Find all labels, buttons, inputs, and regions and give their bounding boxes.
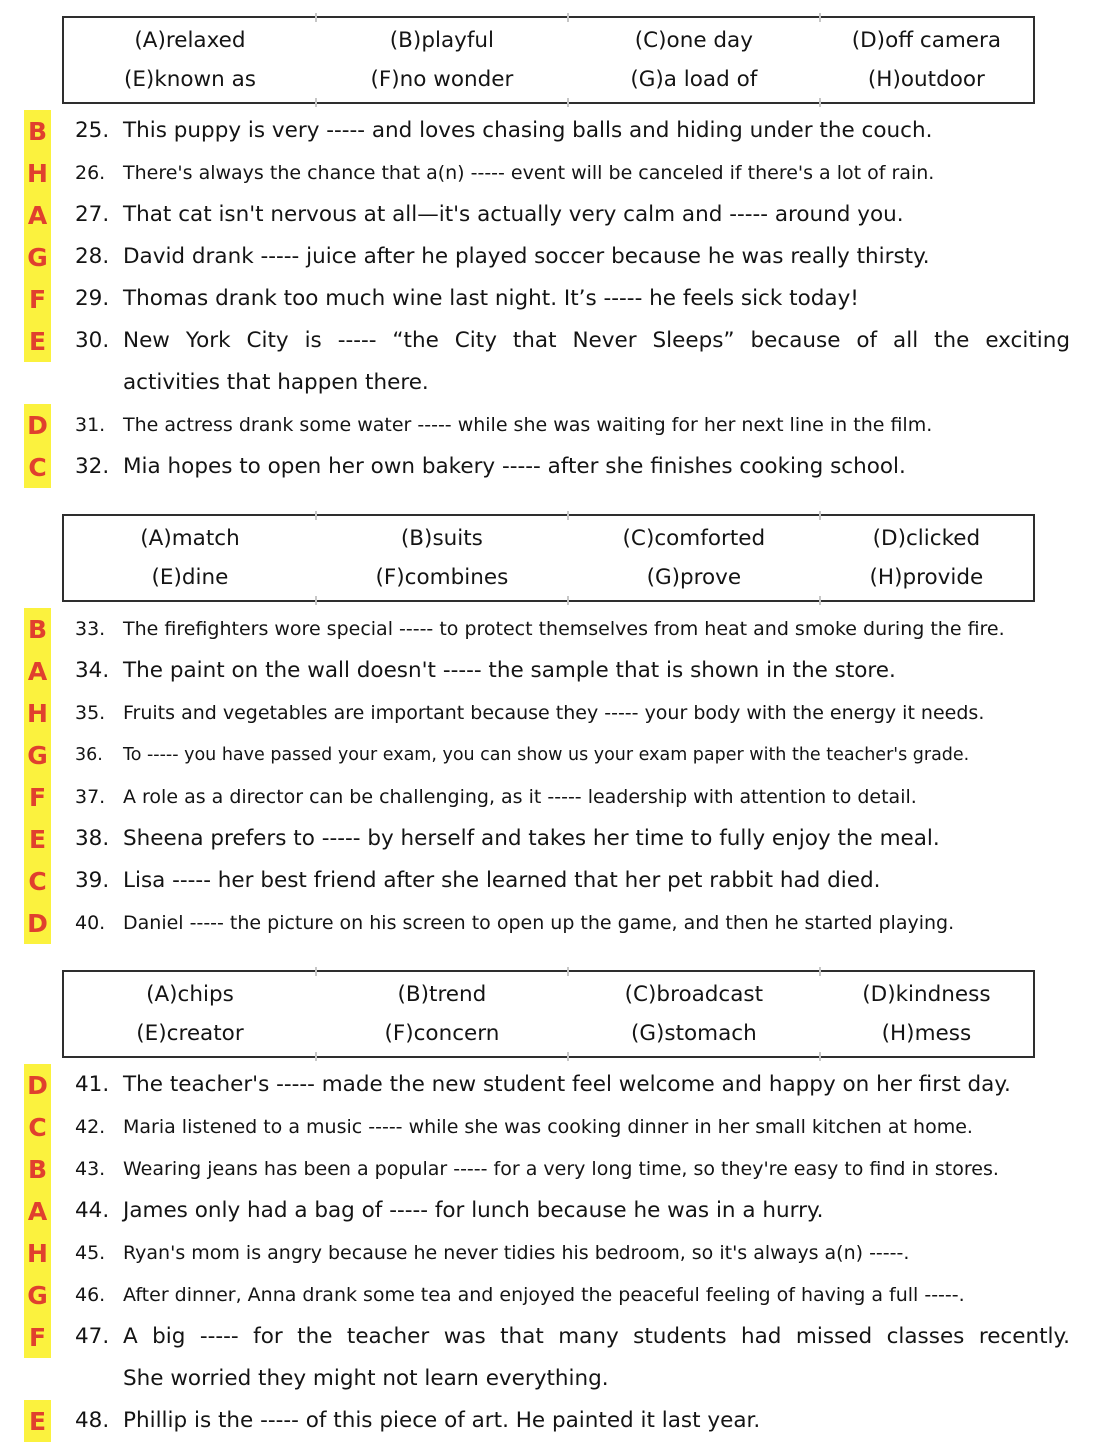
bank-item: (F)concern bbox=[384, 1021, 500, 1046]
question-row bbox=[0, 110, 1098, 152]
answer-letter: C bbox=[24, 860, 51, 902]
answer-letter: B bbox=[24, 1148, 51, 1190]
question-number: 46. bbox=[75, 1284, 106, 1306]
question-row bbox=[0, 236, 1098, 278]
answer-letter: D bbox=[24, 902, 51, 944]
answer-letter: A bbox=[24, 650, 51, 692]
column-tick bbox=[819, 967, 821, 976]
answer-gutter bbox=[0, 236, 75, 278]
bank-item: (B)trend bbox=[397, 982, 487, 1007]
answer-gutter bbox=[0, 1274, 75, 1316]
bank-item: (D)kindness bbox=[862, 982, 991, 1007]
bank-item: (E)dine bbox=[151, 565, 229, 590]
question-row bbox=[0, 1190, 1098, 1232]
answer-gutter bbox=[0, 1190, 75, 1232]
question-number: 25. bbox=[75, 118, 110, 143]
question-number: 29. bbox=[75, 286, 110, 311]
answer-letter: A bbox=[24, 194, 51, 236]
bank-item: (C)comforted bbox=[622, 526, 766, 551]
question-text: Phillip is the ----- of this piece of art. He painted it last year. bbox=[123, 1408, 761, 1433]
question-number: 30. bbox=[75, 328, 110, 353]
answer-letter: G bbox=[24, 734, 51, 776]
answer-gutter bbox=[0, 776, 75, 818]
answer-gutter bbox=[0, 1232, 75, 1274]
column-tick bbox=[315, 967, 317, 976]
answer-gutter bbox=[0, 1316, 75, 1400]
bank-item: (C)one day bbox=[634, 28, 753, 53]
question-row bbox=[0, 692, 1098, 734]
column-tick bbox=[567, 13, 569, 22]
bank-item: (G)a load of bbox=[630, 67, 758, 92]
bank-item: (G)stomach bbox=[630, 1021, 757, 1046]
answer-letter: B bbox=[24, 110, 51, 152]
question-text: Maria listened to a music ----- while she was cooking dinner in her small kitchen at home. bbox=[123, 1116, 973, 1138]
word-bank-box bbox=[62, 514, 1035, 602]
question-list bbox=[0, 1064, 1098, 1442]
question-text: James only had a bag of ----- for lunch because he was in a hurry. bbox=[123, 1198, 824, 1223]
answer-letter: H bbox=[24, 152, 51, 194]
question-text: Thomas drank too much wine last night. It’s ----- he feels sick today! bbox=[123, 286, 859, 311]
question-number: 40. bbox=[75, 912, 106, 934]
column-tick bbox=[567, 1052, 569, 1061]
question-text: There's always the chance that a(n) ----- event will be canceled if there's a lot of rain. bbox=[123, 162, 935, 184]
bank-item: (B)suits bbox=[400, 526, 483, 551]
question-number: 39. bbox=[75, 868, 110, 893]
column-tick bbox=[315, 13, 317, 22]
question-row bbox=[0, 320, 1098, 404]
question-number: 33. bbox=[75, 618, 106, 640]
bank-item: (A)relaxed bbox=[134, 28, 246, 53]
answer-gutter bbox=[0, 1064, 75, 1106]
bank-item: (F)combines bbox=[375, 565, 509, 590]
word-bank-box bbox=[62, 970, 1035, 1058]
question-number: 38. bbox=[75, 826, 110, 851]
answer-gutter bbox=[0, 152, 75, 194]
answer-letter: E bbox=[24, 320, 51, 362]
question-text: Wearing jeans has been a popular ----- for a very long time, so they're easy to find in stores. bbox=[123, 1158, 999, 1180]
column-tick bbox=[819, 98, 821, 107]
question-number: 28. bbox=[75, 244, 110, 269]
column-tick bbox=[315, 511, 317, 520]
question-row bbox=[0, 152, 1098, 194]
question-text: The firefighters wore special ----- to protect themselves from heat and smoke during the fire. bbox=[123, 618, 1005, 640]
column-tick bbox=[819, 1052, 821, 1061]
question-text-line2: activities that happen there. bbox=[123, 370, 429, 395]
vocab-section-2 bbox=[0, 514, 1098, 944]
question-number: 31. bbox=[75, 414, 106, 436]
answer-gutter bbox=[0, 902, 75, 944]
answer-letter: C bbox=[24, 1106, 51, 1148]
question-row bbox=[0, 446, 1098, 488]
answer-gutter bbox=[0, 278, 75, 320]
answer-letter: C bbox=[24, 446, 51, 488]
question-text: A role as a director can be challenging, as it ----- leadership with attention to detail. bbox=[123, 786, 917, 808]
question-text: A big ----- for the teacher was that many students had missed classes recently. She worried they might not learn everything. bbox=[123, 1316, 1098, 1400]
question-number: 34. bbox=[75, 658, 110, 683]
bank-item: (E)creator bbox=[136, 1021, 244, 1046]
bank-item: (G)prove bbox=[646, 565, 742, 590]
question-number: 35. bbox=[75, 702, 106, 724]
bank-item: (H)mess bbox=[881, 1021, 972, 1046]
question-number: 47. bbox=[75, 1324, 110, 1349]
question-number: 44. bbox=[75, 1198, 110, 1223]
question-row bbox=[0, 1064, 1098, 1106]
bank-item: (H)outdoor bbox=[867, 67, 985, 92]
answer-gutter bbox=[0, 818, 75, 860]
answer-letter: H bbox=[24, 692, 51, 734]
bank-item: (C)broadcast bbox=[624, 982, 764, 1007]
question-row bbox=[0, 1400, 1098, 1442]
question-list bbox=[0, 110, 1098, 488]
question-number: 37. bbox=[75, 786, 106, 808]
answer-gutter bbox=[0, 404, 75, 446]
question-number: 32. bbox=[75, 454, 110, 479]
bank-item: (H)provide bbox=[869, 565, 984, 590]
answer-gutter bbox=[0, 1106, 75, 1148]
question-number: 45. bbox=[75, 1242, 106, 1264]
question-text: Daniel ----- the picture on his screen to open up the game, and then he started playing. bbox=[123, 912, 955, 934]
answer-gutter bbox=[0, 734, 75, 776]
question-text: After dinner, Anna drank some tea and enjoyed the peaceful feeling of having a full -----. bbox=[123, 1284, 965, 1306]
answer-letter: E bbox=[24, 818, 51, 860]
column-tick bbox=[819, 13, 821, 22]
answer-gutter bbox=[0, 692, 75, 734]
question-text: The paint on the wall doesn't ----- the sample that is shown in the store. bbox=[123, 658, 896, 683]
bank-item: (D)off camera bbox=[851, 28, 1002, 53]
answer-letter: G bbox=[24, 236, 51, 278]
answer-gutter bbox=[0, 194, 75, 236]
answer-gutter bbox=[0, 320, 75, 404]
question-number: 36. bbox=[75, 745, 103, 765]
question-text: Mia hopes to open her own bakery ----- after she finishes cooking school. bbox=[123, 454, 906, 479]
answer-gutter bbox=[0, 1148, 75, 1190]
question-text-line2: She worried they might not learn everything. bbox=[123, 1366, 609, 1391]
question-number: 27. bbox=[75, 202, 110, 227]
answer-gutter bbox=[0, 446, 75, 488]
answer-gutter bbox=[0, 110, 75, 152]
answer-letter: F bbox=[24, 776, 51, 818]
question-text: To ----- you have passed your exam, you can show us your exam paper with the teacher's grade. bbox=[123, 745, 970, 765]
question-text: Ryan's mom is angry because he never tidies his bedroom, so it's always a(n) -----. bbox=[123, 1242, 910, 1264]
question-number: 42. bbox=[75, 1116, 106, 1138]
question-row bbox=[0, 902, 1098, 944]
answer-letter: G bbox=[24, 1274, 51, 1316]
question-row bbox=[0, 818, 1098, 860]
question-row bbox=[0, 1316, 1098, 1400]
bank-item: (A)match bbox=[140, 526, 240, 551]
question-number: 41. bbox=[75, 1072, 110, 1097]
question-text: Lisa ----- her best friend after she learned that her pet rabbit had died. bbox=[123, 868, 881, 893]
question-row bbox=[0, 608, 1098, 650]
question-text: Fruits and vegetables are important because they ----- your body with the energy it needs. bbox=[123, 702, 985, 724]
column-tick bbox=[819, 511, 821, 520]
column-tick bbox=[819, 596, 821, 605]
question-list bbox=[0, 608, 1098, 944]
answer-letter: A bbox=[24, 1190, 51, 1232]
answer-letter: E bbox=[24, 1400, 51, 1442]
question-row bbox=[0, 1274, 1098, 1316]
answer-letter: D bbox=[24, 1064, 51, 1106]
question-number: 26. bbox=[75, 162, 106, 184]
bank-item: (A)chips bbox=[146, 982, 234, 1007]
question-text: The teacher's ----- made the new student feel welcome and happy on her first day. bbox=[123, 1072, 1011, 1097]
column-tick bbox=[315, 1052, 317, 1061]
answer-letter: F bbox=[24, 278, 51, 320]
question-number: 48. bbox=[75, 1408, 110, 1433]
question-text: That cat isn't nervous at all—it's actually very calm and ----- around you. bbox=[123, 202, 904, 227]
answer-gutter bbox=[0, 860, 75, 902]
vocab-section-3 bbox=[0, 970, 1098, 1442]
bank-item: (F)no wonder bbox=[370, 67, 514, 92]
answer-gutter bbox=[0, 1400, 75, 1442]
answer-letter: B bbox=[24, 608, 51, 650]
question-row bbox=[0, 1106, 1098, 1148]
column-tick bbox=[315, 596, 317, 605]
column-tick bbox=[567, 596, 569, 605]
bank-item: (D)clicked bbox=[872, 526, 981, 551]
answer-gutter bbox=[0, 608, 75, 650]
question-row bbox=[0, 1232, 1098, 1274]
question-text: New York City is ----- “the City that Never Sleeps” because of all the exciting activities that happen there. bbox=[123, 320, 1098, 404]
question-number: 43. bbox=[75, 1158, 106, 1180]
answer-gutter bbox=[0, 650, 75, 692]
bank-item: (B)playful bbox=[389, 28, 495, 53]
word-bank-box bbox=[62, 16, 1035, 104]
question-row bbox=[0, 860, 1098, 902]
question-text: This puppy is very ----- and loves chasing balls and hiding under the couch. bbox=[123, 118, 933, 143]
question-text: Sheena prefers to ----- by herself and takes her time to fully enjoy the meal. bbox=[123, 826, 940, 851]
column-tick bbox=[315, 98, 317, 107]
question-row bbox=[0, 734, 1098, 776]
bank-item: (E)known as bbox=[123, 67, 256, 92]
question-row bbox=[0, 404, 1098, 446]
column-tick bbox=[567, 98, 569, 107]
question-row bbox=[0, 776, 1098, 818]
vocab-section-1 bbox=[0, 16, 1098, 488]
question-row bbox=[0, 650, 1098, 692]
column-tick bbox=[567, 511, 569, 520]
question-row bbox=[0, 1148, 1098, 1190]
question-text: David drank ----- juice after he played soccer because he was really thirsty. bbox=[123, 244, 930, 269]
column-tick bbox=[567, 967, 569, 976]
answer-letter: D bbox=[24, 404, 51, 446]
answer-letter: F bbox=[24, 1316, 51, 1358]
question-text: The actress drank some water ----- while she was waiting for her next line in the film. bbox=[123, 414, 933, 436]
question-row bbox=[0, 194, 1098, 236]
question-row bbox=[0, 278, 1098, 320]
answer-letter: H bbox=[24, 1232, 51, 1274]
